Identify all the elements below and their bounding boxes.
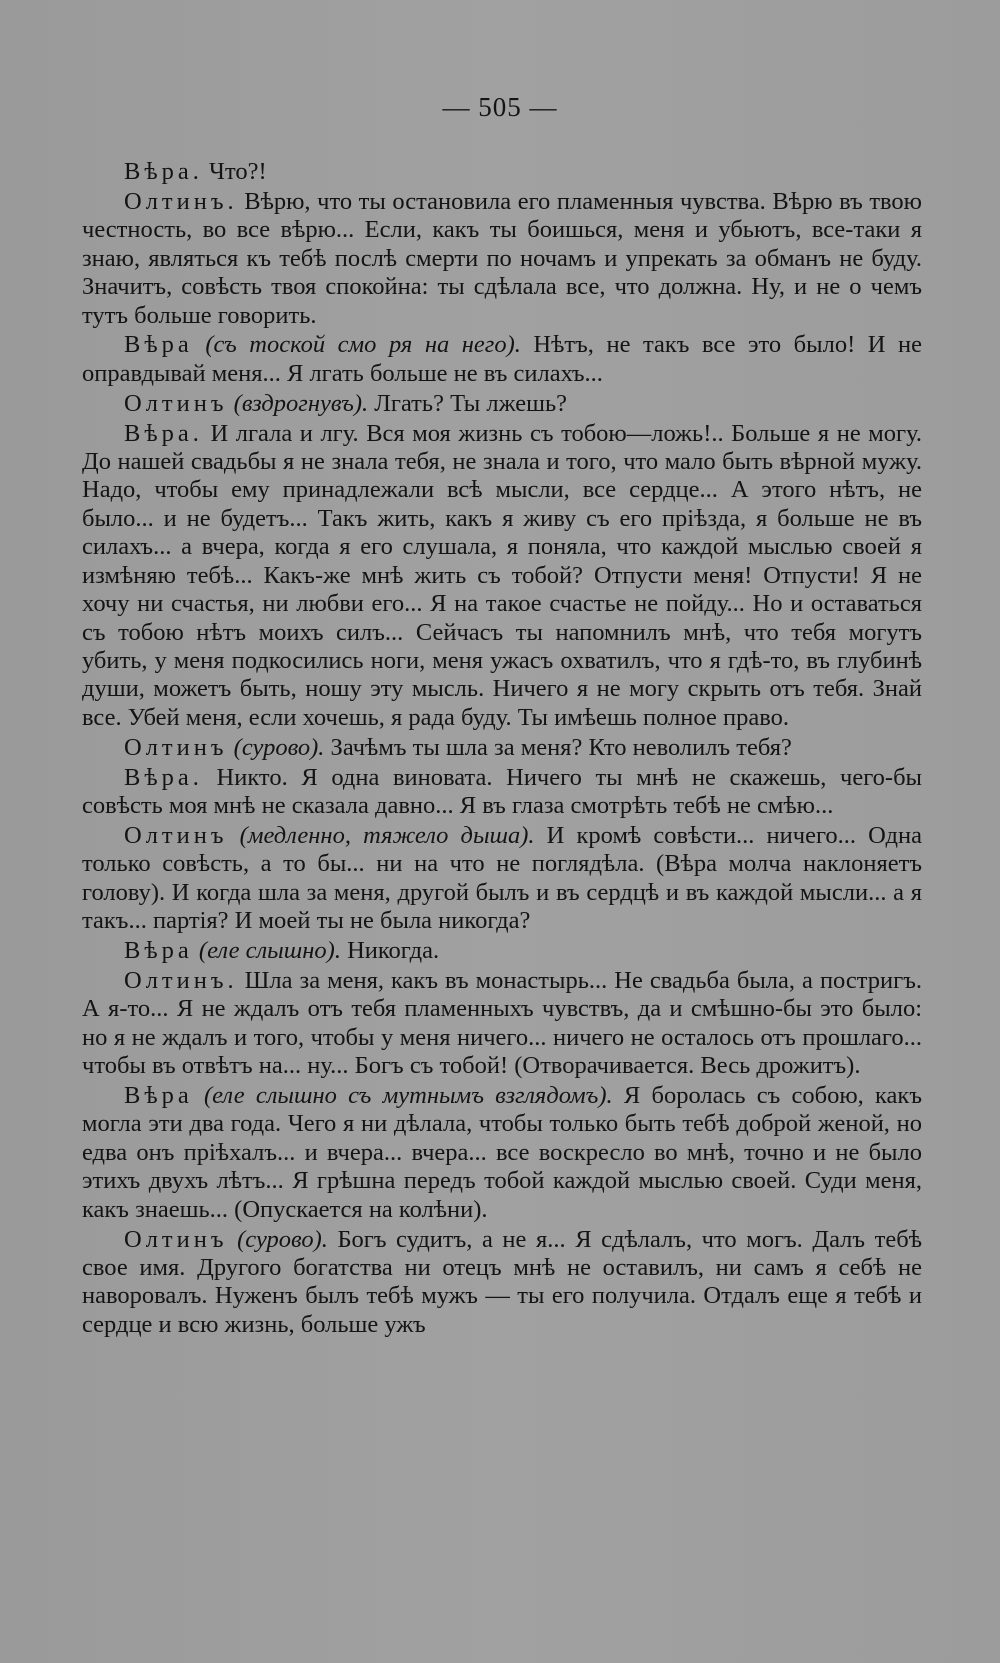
paragraph bbox=[82, 158, 922, 186]
stage-direction: (съ тоской смо ря на него). bbox=[192, 331, 521, 359]
paragraph bbox=[82, 331, 922, 388]
dialogue-text: Шла за меня, какъ въ монастырь... Не свадьба была, а постригъ. А я-то... Я не ждалъ отъ тебя пламенныхъ чувствъ, да и смѣшно-бы это было: но я не ждалъ и того, чтобы у меня ничего... ничего не осталось отъ прошлаго... чтобы въ отвѣтъ на... ну... Богъ съ тобой! (Отворачивается. Весь дрожитъ). bbox=[82, 966, 922, 1080]
paragraph bbox=[82, 764, 922, 821]
dialogue-text: Никогда. bbox=[340, 936, 440, 964]
speaker-name: Олтинъ bbox=[124, 821, 228, 849]
dialogue-text: Лгать? Ты лжешь? bbox=[368, 389, 568, 417]
dialogue-text: Зачѣмъ ты шла за меня? Кто неволилъ тебя? bbox=[324, 733, 792, 761]
paragraph bbox=[82, 390, 922, 418]
speaker-name: Вѣра bbox=[124, 936, 193, 964]
dialogue-text: Вѣрю, что ты остановила его пламенныя чувства. Вѣрю въ твою честность, во все вѣрю... Если, какъ ты боишься, меня и убьютъ, все-таки я знаю, являться къ тебѣ послѣ смерти по ночамъ и упрекать за обманъ не буду. Значитъ, совѣсть твоя спокойна: ты сдѣлала все, что должна. Ну, и не о чемъ тутъ больше говорить. bbox=[82, 187, 922, 329]
paragraph bbox=[82, 1082, 922, 1224]
speaker-name: Вѣра. bbox=[124, 419, 203, 447]
speaker-name: Олтинъ bbox=[124, 389, 228, 417]
paragraph bbox=[82, 1226, 922, 1340]
dialogue-text: Что?! bbox=[202, 158, 267, 185]
speaker-name: Олтинъ bbox=[124, 733, 228, 761]
page-number: — 505 — bbox=[442, 92, 558, 122]
speaker-name: Олтинъ bbox=[124, 1225, 228, 1253]
dialogue-text: И кромѣ совѣсти... ничего... Одна только совѣсть, а то бы... ни на что не поглядѣла. (Вѣра молча наклоняетъ голову). И когда шла за меня, другой былъ и въ сердцѣ и въ каждой мысли... а я такъ... партія? И моей ты не была никогда? bbox=[82, 821, 922, 935]
stage-direction: (вздрогнувъ). bbox=[227, 389, 369, 417]
dialogue-text: Никто. Я одна виновата. Ничего ты мнѣ не скажешь, чего-бы совѣсть моя мнѣ не сказала давно... Я въ глаза смотрѣть тебѣ не смѣю... bbox=[82, 763, 922, 819]
speaker-name: Олтинъ. bbox=[124, 966, 238, 994]
speaker-name: Вѣра bbox=[124, 1082, 193, 1109]
speaker-name: Вѣра. bbox=[124, 763, 203, 791]
speaker-name: Олтинъ. bbox=[124, 187, 238, 215]
stage-direction: (сурово). bbox=[227, 733, 325, 761]
dialogue-text: Нѣтъ, не такъ все это было! И не оправдывай меня... Я лгать больше не въ силахъ... bbox=[82, 331, 922, 387]
dialogue-text: Богъ судитъ, а не я... Я сдѣлалъ, что могъ. Далъ тебѣ свое имя. Другого богатства ни отецъ мнѣ не оставилъ, ни самъ я себѣ не наворовалъ. Нуженъ былъ тебѣ мужъ — ты его получила. Отдалъ еще я тебѣ и сердце и всю жизнь, больше ужъ bbox=[82, 1225, 922, 1338]
dialogue-text: Я боролась съ собою, какъ могла эти два года. Чего я ни дѣлала, чтобы только быть тебѣ доброй женой, но едва онъ пріѣхалъ... и вчера... вчера... все воскресло во мнѣ, точно и не было этихъ двухъ лѣтъ... Я грѣшна передъ тобой каждой мыслью своей. Суди меня, какъ знаешь... (Опускается на колѣни). bbox=[82, 1082, 922, 1223]
paragraph bbox=[82, 734, 922, 762]
play-text bbox=[82, 158, 922, 1341]
paragraph bbox=[82, 420, 922, 732]
stage-direction: (медленно, тяжело дыша). bbox=[227, 821, 535, 849]
speaker-name: Вѣра. bbox=[124, 158, 203, 185]
paragraph bbox=[82, 967, 922, 1081]
stage-direction: (еле слышно). bbox=[192, 936, 341, 964]
speaker-name: Вѣра bbox=[124, 331, 193, 359]
paragraph bbox=[82, 822, 922, 936]
paragraph bbox=[82, 188, 922, 330]
paragraph bbox=[82, 937, 922, 965]
stage-direction: (еле слышно съ мутнымъ взглядомъ). bbox=[192, 1082, 613, 1109]
stage-direction: (сурово). bbox=[227, 1225, 328, 1253]
dialogue-text: И лгала и лгу. Вся моя жизнь съ тобою—ложь!.. Больше я не могу. До нашей свадьбы я не знала тебя, не знала и того, что мало быть вѣрной мужу. Надо, чтобы ему принадлежали всѣ мысли, все сердце... А этого нѣтъ, не было... и не будетъ... Такъ жить, какъ я живу съ его пріѣзда, я больше не въ силахъ... а вчера, когда я его слушала, я поняла, что каждой мыслью своей я измѣняю тебѣ... Какъ-же мнѣ жить съ тобой? Отпусти меня! Отпусти! Я не хочу ни счастья, ни любви его... Я на такое счастье не пойду... Но и оставаться съ тобою нѣтъ моихъ силъ... Сейчасъ ты напомнилъ мнѣ, что тебя могутъ убить, у меня подкосились ноги, меня ужасъ охватилъ, что я гдѣ-то, въ глубинѣ души, можетъ быть, ношу эту мысль. Ничего я не могу скрыть отъ тебя. Знай все. Убей меня, если хочешь, я рада буду. Ты имѣешь полное право. bbox=[82, 419, 922, 731]
